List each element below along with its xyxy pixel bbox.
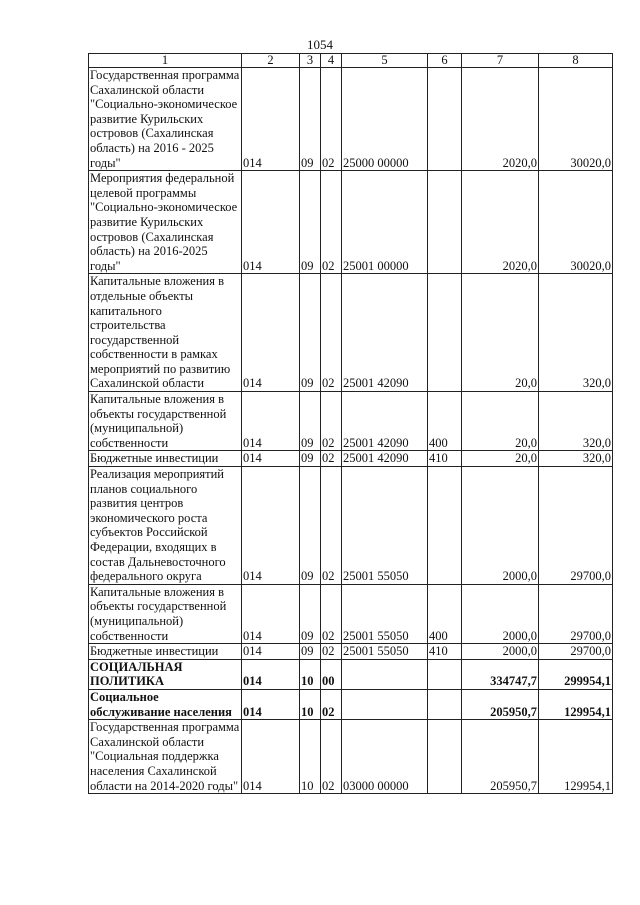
expense-type-cell: 410 [428, 451, 462, 467]
target-article-cell: 25001 00000 [342, 171, 428, 274]
row-name-cell: Бюджетные инвестиции [89, 451, 242, 467]
expense-type-cell: 400 [428, 392, 462, 451]
table-row [89, 659, 613, 689]
table-row [89, 274, 613, 392]
amount-2018-cell: 129954,1 [539, 689, 613, 719]
table-row [89, 451, 613, 467]
amount-2017-cell: 2020,0 [462, 171, 539, 274]
row-name-cell: Бюджетные инвестиции [89, 644, 242, 660]
target-article-cell: 03000 00000 [342, 720, 428, 794]
ministry-code-cell: 014 [242, 392, 300, 451]
column-header: 2 [242, 54, 300, 68]
target-article-cell: 25001 55050 [342, 644, 428, 660]
row-name-cell: Капитальные вложения в объекты государственной (муниципальной) собственности [89, 584, 242, 643]
expense-type-cell: 410 [428, 644, 462, 660]
amount-2017-cell: 2020,0 [462, 68, 539, 171]
ministry-code-cell: 014 [242, 659, 300, 689]
row-name-cell: Государственная программа Сахалинской области "Социальная поддержка населения Сахалинской области на 2014-2020 годы" [89, 720, 242, 794]
subsection-cell: 02 [321, 392, 342, 451]
ministry-code-cell: 014 [242, 68, 300, 171]
amount-2018-cell: 320,0 [539, 274, 613, 392]
ministry-code-cell: 014 [242, 451, 300, 467]
column-header: 5 [342, 54, 428, 68]
amount-2017-cell: 205950,7 [462, 689, 539, 719]
section-cell: 09 [300, 171, 321, 274]
table-row [89, 689, 613, 719]
amount-2017-cell: 334747,7 [462, 659, 539, 689]
column-header: 8 [539, 54, 613, 68]
column-header: 3 [300, 54, 321, 68]
column-header: 6 [428, 54, 462, 68]
target-article-cell: 25001 42090 [342, 451, 428, 467]
section-cell: 10 [300, 659, 321, 689]
expense-type-cell [428, 68, 462, 171]
amount-2018-cell: 29700,0 [539, 584, 613, 643]
section-cell: 09 [300, 584, 321, 643]
ministry-code-cell: 014 [242, 720, 300, 794]
row-name-cell: Капитальные вложения в объекты государственной (муниципальной) собственности [89, 392, 242, 451]
amount-2017-cell: 2000,0 [462, 467, 539, 585]
ministry-code-cell: 014 [242, 644, 300, 660]
table-row [89, 171, 613, 274]
amount-2018-cell: 29700,0 [539, 644, 613, 660]
amount-2017-cell: 2000,0 [462, 584, 539, 643]
target-article-cell: 25001 42090 [342, 274, 428, 392]
expense-type-cell: 400 [428, 584, 462, 643]
amount-2017-cell: 20,0 [462, 451, 539, 467]
target-article-cell: 25001 42090 [342, 392, 428, 451]
amount-2017-cell: 2000,0 [462, 644, 539, 660]
amount-2018-cell: 30020,0 [539, 68, 613, 171]
table-header-row [89, 54, 613, 68]
section-cell: 09 [300, 644, 321, 660]
expense-type-cell [428, 274, 462, 392]
subsection-cell: 02 [321, 451, 342, 467]
row-name-cell: Мероприятия федеральной целевой программы "Социально-экономическое развитие Курильских островов (Сахалинская область) на 2016-2025 годы" [89, 171, 242, 274]
amount-2018-cell: 299954,1 [539, 659, 613, 689]
amount-2018-cell: 320,0 [539, 392, 613, 451]
section-cell: 09 [300, 451, 321, 467]
amount-2017-cell: 205950,7 [462, 720, 539, 794]
expense-type-cell [428, 689, 462, 719]
row-name-cell: Социальное обслуживание населения [89, 689, 242, 719]
target-article-cell: 25000 00000 [342, 68, 428, 171]
expense-type-cell [428, 720, 462, 794]
amount-2017-cell: 20,0 [462, 274, 539, 392]
subsection-cell: 02 [321, 274, 342, 392]
ministry-code-cell: 014 [242, 171, 300, 274]
subsection-cell: 02 [321, 644, 342, 660]
target-article-cell: 25001 55050 [342, 467, 428, 585]
subsection-cell: 02 [321, 68, 342, 171]
subsection-cell: 00 [321, 659, 342, 689]
expense-type-cell [428, 171, 462, 274]
amount-2017-cell: 20,0 [462, 392, 539, 451]
subsection-cell: 02 [321, 467, 342, 585]
row-name-cell: Государственная программа Сахалинской области "Социально-экономическое развитие Курильских островов (Сахалинская область) на 2016 - 2025 годы" [89, 68, 242, 171]
table-row [89, 644, 613, 660]
target-article-cell [342, 659, 428, 689]
column-header: 4 [321, 54, 342, 68]
amount-2018-cell: 29700,0 [539, 467, 613, 585]
ministry-code-cell: 014 [242, 584, 300, 643]
section-cell: 09 [300, 274, 321, 392]
page-number: 1054 [307, 37, 333, 52]
subsection-cell: 02 [321, 584, 342, 643]
subsection-cell: 02 [321, 689, 342, 719]
ministry-code-cell: 014 [242, 467, 300, 585]
amount-2018-cell: 320,0 [539, 451, 613, 467]
section-cell: 09 [300, 392, 321, 451]
table-row [89, 720, 613, 794]
column-header: 7 [462, 54, 539, 68]
expense-type-cell [428, 659, 462, 689]
section-cell: 10 [300, 689, 321, 719]
section-cell: 10 [300, 720, 321, 794]
target-article-cell [342, 689, 428, 719]
column-header: 1 [89, 54, 242, 68]
section-cell: 09 [300, 68, 321, 171]
table-row [89, 392, 613, 451]
table-row [89, 68, 613, 171]
row-name-cell: СОЦИАЛЬНАЯ ПОЛИТИКА [89, 659, 242, 689]
amount-2018-cell: 30020,0 [539, 171, 613, 274]
section-cell: 09 [300, 467, 321, 585]
row-name-cell: Капитальные вложения в отдельные объекты капитального строительства государственной собственности в рамках мероприятий по развитию Сахалинской области [89, 274, 242, 392]
subsection-cell: 02 [321, 720, 342, 794]
amount-2018-cell: 129954,1 [539, 720, 613, 794]
subsection-cell: 02 [321, 171, 342, 274]
ministry-code-cell: 014 [242, 274, 300, 392]
target-article-cell: 25001 55050 [342, 584, 428, 643]
ministry-code-cell: 014 [242, 689, 300, 719]
table-row [89, 584, 613, 643]
row-name-cell: Реализация мероприятий планов социального развития центров экономического роста субъектов Российской Федерации, входящих в состав Дальневосточного федерального округа [89, 467, 242, 585]
table-row [89, 467, 613, 585]
budget-table [88, 53, 613, 794]
expense-type-cell [428, 467, 462, 585]
